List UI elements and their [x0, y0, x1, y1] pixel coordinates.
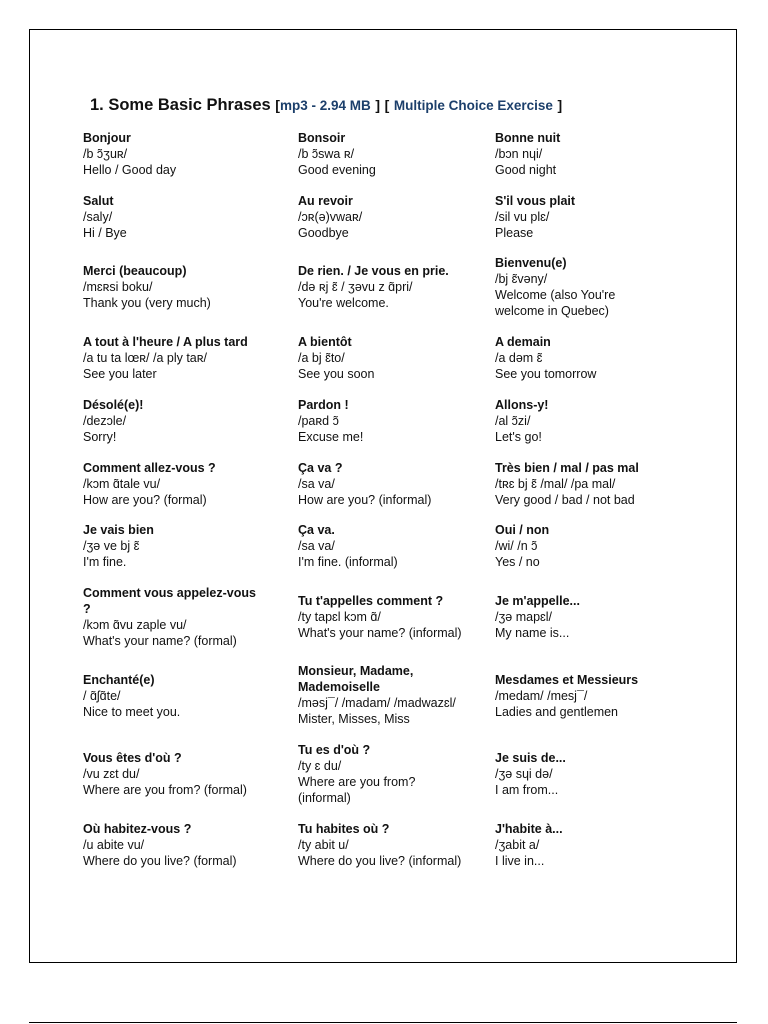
- phrase-term: Au revoir: [298, 194, 353, 208]
- phrase-ipa: /paʀd ɔ̃: [298, 414, 339, 428]
- phrase-ipa: /də ʀj ɛ̃ / ʒəvu z ɑ̃pri/: [298, 280, 413, 294]
- phrase-entry: [495, 130, 665, 178]
- phrase-meaning: I'm fine.: [83, 555, 127, 569]
- phrase-ipa: /a bj ɛ̃to/: [298, 351, 345, 365]
- phrase-entry: [83, 672, 288, 720]
- phrase-term: Allons-y!: [495, 398, 549, 412]
- phrase-entry: [495, 193, 665, 241]
- phrase-meaning: Good night: [495, 163, 557, 177]
- phrase-entry: [298, 263, 488, 311]
- phrase-term: Monsieur, Madame, Mademoiselle: [298, 664, 414, 694]
- phrase-term: Vous êtes d'où ?: [83, 751, 182, 765]
- phrase-term: Tu t'appelles comment ?: [298, 594, 444, 608]
- bracket: [: [275, 97, 280, 113]
- phrase-meaning: Where are you from? (formal): [83, 783, 247, 797]
- phrase-ipa: /medam/ /mesj¯/: [495, 689, 588, 703]
- phrase-term: Oui / non: [495, 523, 550, 537]
- phrase-meaning: Ladies and gentlemen: [495, 705, 619, 719]
- phrase-meaning: My name is...: [495, 626, 570, 640]
- phrase-ipa: / ɑ̃ʃɑ̃te/: [83, 689, 121, 703]
- phrase-meaning: Nice to meet you.: [83, 705, 181, 719]
- phrase-meaning: Yes / no: [495, 555, 540, 569]
- phrase-meaning: Hi / Bye: [83, 226, 127, 240]
- phrase-entry: [83, 397, 288, 445]
- phrase-ipa: /bj ɛ̃vəny/: [495, 272, 548, 286]
- phrase-meaning: Sorry!: [83, 430, 117, 444]
- phrase-entry: [298, 593, 488, 641]
- mp3-link[interactable]: mp3 - 2.94 MB: [279, 98, 371, 113]
- phrase-entry: [83, 193, 288, 241]
- phrase-entry: [495, 397, 665, 445]
- phrase-ipa: /ʒə ve bj ɛ̃: [83, 539, 140, 553]
- phrase-ipa: /bɔn nɥi/: [495, 147, 543, 161]
- phrase-entry: [298, 742, 448, 806]
- phrase-ipa: /a tu ta lœʀ/ /a ply taʀ/: [83, 351, 207, 365]
- phrase-term: Tu habites où ?: [298, 822, 390, 836]
- phrase-meaning: Where are you from? (informal): [298, 775, 416, 805]
- phrase-ipa: /tʀɛ bj ɛ̃ /mal/ /pa mal/: [495, 477, 616, 491]
- phrase-ipa: /ʒə mapɛl/: [495, 610, 553, 624]
- phrase-entry: [83, 334, 288, 382]
- phrase-entry: [495, 334, 665, 382]
- phrase-meaning: Please: [495, 226, 534, 240]
- phrase-term: Bienvenu(e): [495, 256, 567, 270]
- phrase-entry: [298, 193, 488, 241]
- phrase-term: Bonne nuit: [495, 131, 561, 145]
- phrase-meaning: See you later: [83, 367, 157, 381]
- phrase-ipa: /ʒabit a/: [495, 838, 540, 852]
- phrase-term: Désolé(e)!: [83, 398, 144, 412]
- phrase-ipa: /sil vu plɛ/: [495, 210, 550, 224]
- phrase-entry: [298, 397, 488, 445]
- phrase-term: Ça va.: [298, 523, 335, 537]
- phrase-entry: [83, 585, 258, 649]
- phrase-ipa: /b ɔ̃swa ʀ/: [298, 147, 355, 161]
- phrase-ipa: /ty tapɛl kɔm ɑ̃/: [298, 610, 381, 624]
- phrase-meaning: I live in...: [495, 854, 545, 868]
- phrase-term: Bonsoir: [298, 131, 346, 145]
- phrase-entry: [495, 255, 640, 319]
- phrase-ipa: /məsj¯/ /madam/ /madwazɛl/: [298, 696, 456, 710]
- phrase-entry: [298, 334, 488, 382]
- bracket: ]: [557, 97, 563, 113]
- phrase-term: De rien. / Je vous en prie.: [298, 264, 449, 278]
- phrase-entry: [83, 821, 288, 869]
- phrase-entry: [495, 750, 665, 798]
- phrase-term: Je vais bien: [83, 523, 154, 537]
- phrase-ipa: /a dəm ɛ̃: [495, 351, 543, 365]
- phrase-meaning: Where do you live? (formal): [83, 854, 237, 868]
- phrase-entry: [298, 663, 458, 727]
- phrase-meaning: Excuse me!: [298, 430, 364, 444]
- phrase-ipa: /ty ɛ du/: [298, 759, 342, 773]
- phrase-meaning: What's your name? (informal): [298, 626, 462, 640]
- phrase-ipa: /u abite vu/: [83, 838, 145, 852]
- phrase-meaning: Hello / Good day: [83, 163, 177, 177]
- phrase-term: Comment vous appelez-vous ?: [83, 586, 256, 616]
- phrase-term: A tout à l'heure / A plus tard: [83, 335, 248, 349]
- phrase-entry: [83, 460, 288, 508]
- phrase-entry: [83, 130, 288, 178]
- phrase-meaning: How are you? (informal): [298, 493, 432, 507]
- phrase-meaning: I am from...: [495, 783, 559, 797]
- phrase-entry: [298, 821, 488, 869]
- phrase-meaning: Where do you live? (informal): [298, 854, 462, 868]
- phrase-term: A bientôt: [298, 335, 352, 349]
- phrase-meaning: What's your name? (formal): [83, 634, 237, 648]
- bracket: [: [384, 97, 390, 113]
- phrase-meaning: Goodbye: [298, 226, 349, 240]
- phrase-term: Je suis de...: [495, 751, 566, 765]
- phrase-term: Merci (beaucoup): [83, 264, 187, 278]
- phrase-term: Pardon !: [298, 398, 349, 412]
- phrase-term: Enchanté(e): [83, 673, 155, 687]
- phrase-ipa: /ɔʀ(ə)vwaʀ/: [298, 210, 363, 224]
- phrase-ipa: /dezɔle/: [83, 414, 127, 428]
- phrase-ipa: /mɛʀsi boku/: [83, 280, 153, 294]
- phrase-term: Salut: [83, 194, 114, 208]
- phrase-ipa: /ʒə sɥi də/: [495, 767, 553, 781]
- phrase-ipa: /saly/: [83, 210, 113, 224]
- phrase-entry: [495, 522, 665, 570]
- phrase-term: J'habite à...: [495, 822, 563, 836]
- phrase-entry: [83, 522, 288, 570]
- phrase-meaning: Let's go!: [495, 430, 542, 444]
- phrase-ipa: /sa va/: [298, 477, 335, 491]
- phrase-entry: [495, 821, 665, 869]
- bracket: ]: [375, 97, 380, 113]
- phrase-ipa: /al ɔ̃zi/: [495, 414, 531, 428]
- phrase-ipa: /sa va/: [298, 539, 335, 553]
- phrase-meaning: Thank you (very much): [83, 296, 211, 310]
- phrase-term: Comment allez-vous ?: [83, 461, 216, 475]
- phrase-ipa: /kɔm ɑ̃tale vu/: [83, 477, 161, 491]
- footer-rule: [29, 1022, 737, 1023]
- phrase-term: Où habitez-vous ?: [83, 822, 192, 836]
- exercise-link[interactable]: Multiple Choice Exercise: [393, 98, 553, 113]
- phrase-term: S'il vous plait: [495, 194, 576, 208]
- phrase-entry: [495, 460, 665, 508]
- section-heading: 1. Some Basic Phrases: [90, 96, 271, 114]
- phrase-meaning: Good evening: [298, 163, 376, 177]
- section-title: [90, 96, 562, 115]
- phrase-entry: [83, 263, 288, 311]
- phrase-term: Ça va ?: [298, 461, 343, 475]
- phrase-entry: [83, 750, 288, 798]
- phrase-term: Mesdames et Messieurs: [495, 673, 639, 687]
- phrase-entry: [495, 672, 665, 720]
- phrase-ipa: /ty abit u/: [298, 838, 349, 852]
- phrase-term: Je m'appelle...: [495, 594, 580, 608]
- phrase-meaning: See you tomorrow: [495, 367, 597, 381]
- phrase-meaning: Very good / bad / not bad: [495, 493, 635, 507]
- phrase-meaning: See you soon: [298, 367, 375, 381]
- phrase-term: A demain: [495, 335, 551, 349]
- phrase-term: Tu es d'où ?: [298, 743, 371, 757]
- phrase-entry: [298, 460, 488, 508]
- phrase-meaning: Mister, Misses, Miss: [298, 712, 410, 726]
- phrase-ipa: /vu zɛt du/: [83, 767, 140, 781]
- phrase-ipa: /b ɔ̃ʒuʀ/: [83, 147, 128, 161]
- phrase-ipa: /wi/ /n ɔ̃: [495, 539, 538, 553]
- phrase-ipa: /kɔm ɑ̃vu zaple vu/: [83, 618, 187, 632]
- phrase-entry: [298, 130, 488, 178]
- phrase-term: Bonjour: [83, 131, 131, 145]
- phrase-entry: [495, 593, 665, 641]
- phrase-entry: [298, 522, 488, 570]
- phrase-meaning: How are you? (formal): [83, 493, 207, 507]
- phrase-meaning: Welcome (also You're welcome in Quebec): [495, 288, 616, 318]
- phrase-term: Très bien / mal / pas mal: [495, 461, 639, 475]
- phrase-meaning: I'm fine. (informal): [298, 555, 398, 569]
- phrase-meaning: You're welcome.: [298, 296, 389, 310]
